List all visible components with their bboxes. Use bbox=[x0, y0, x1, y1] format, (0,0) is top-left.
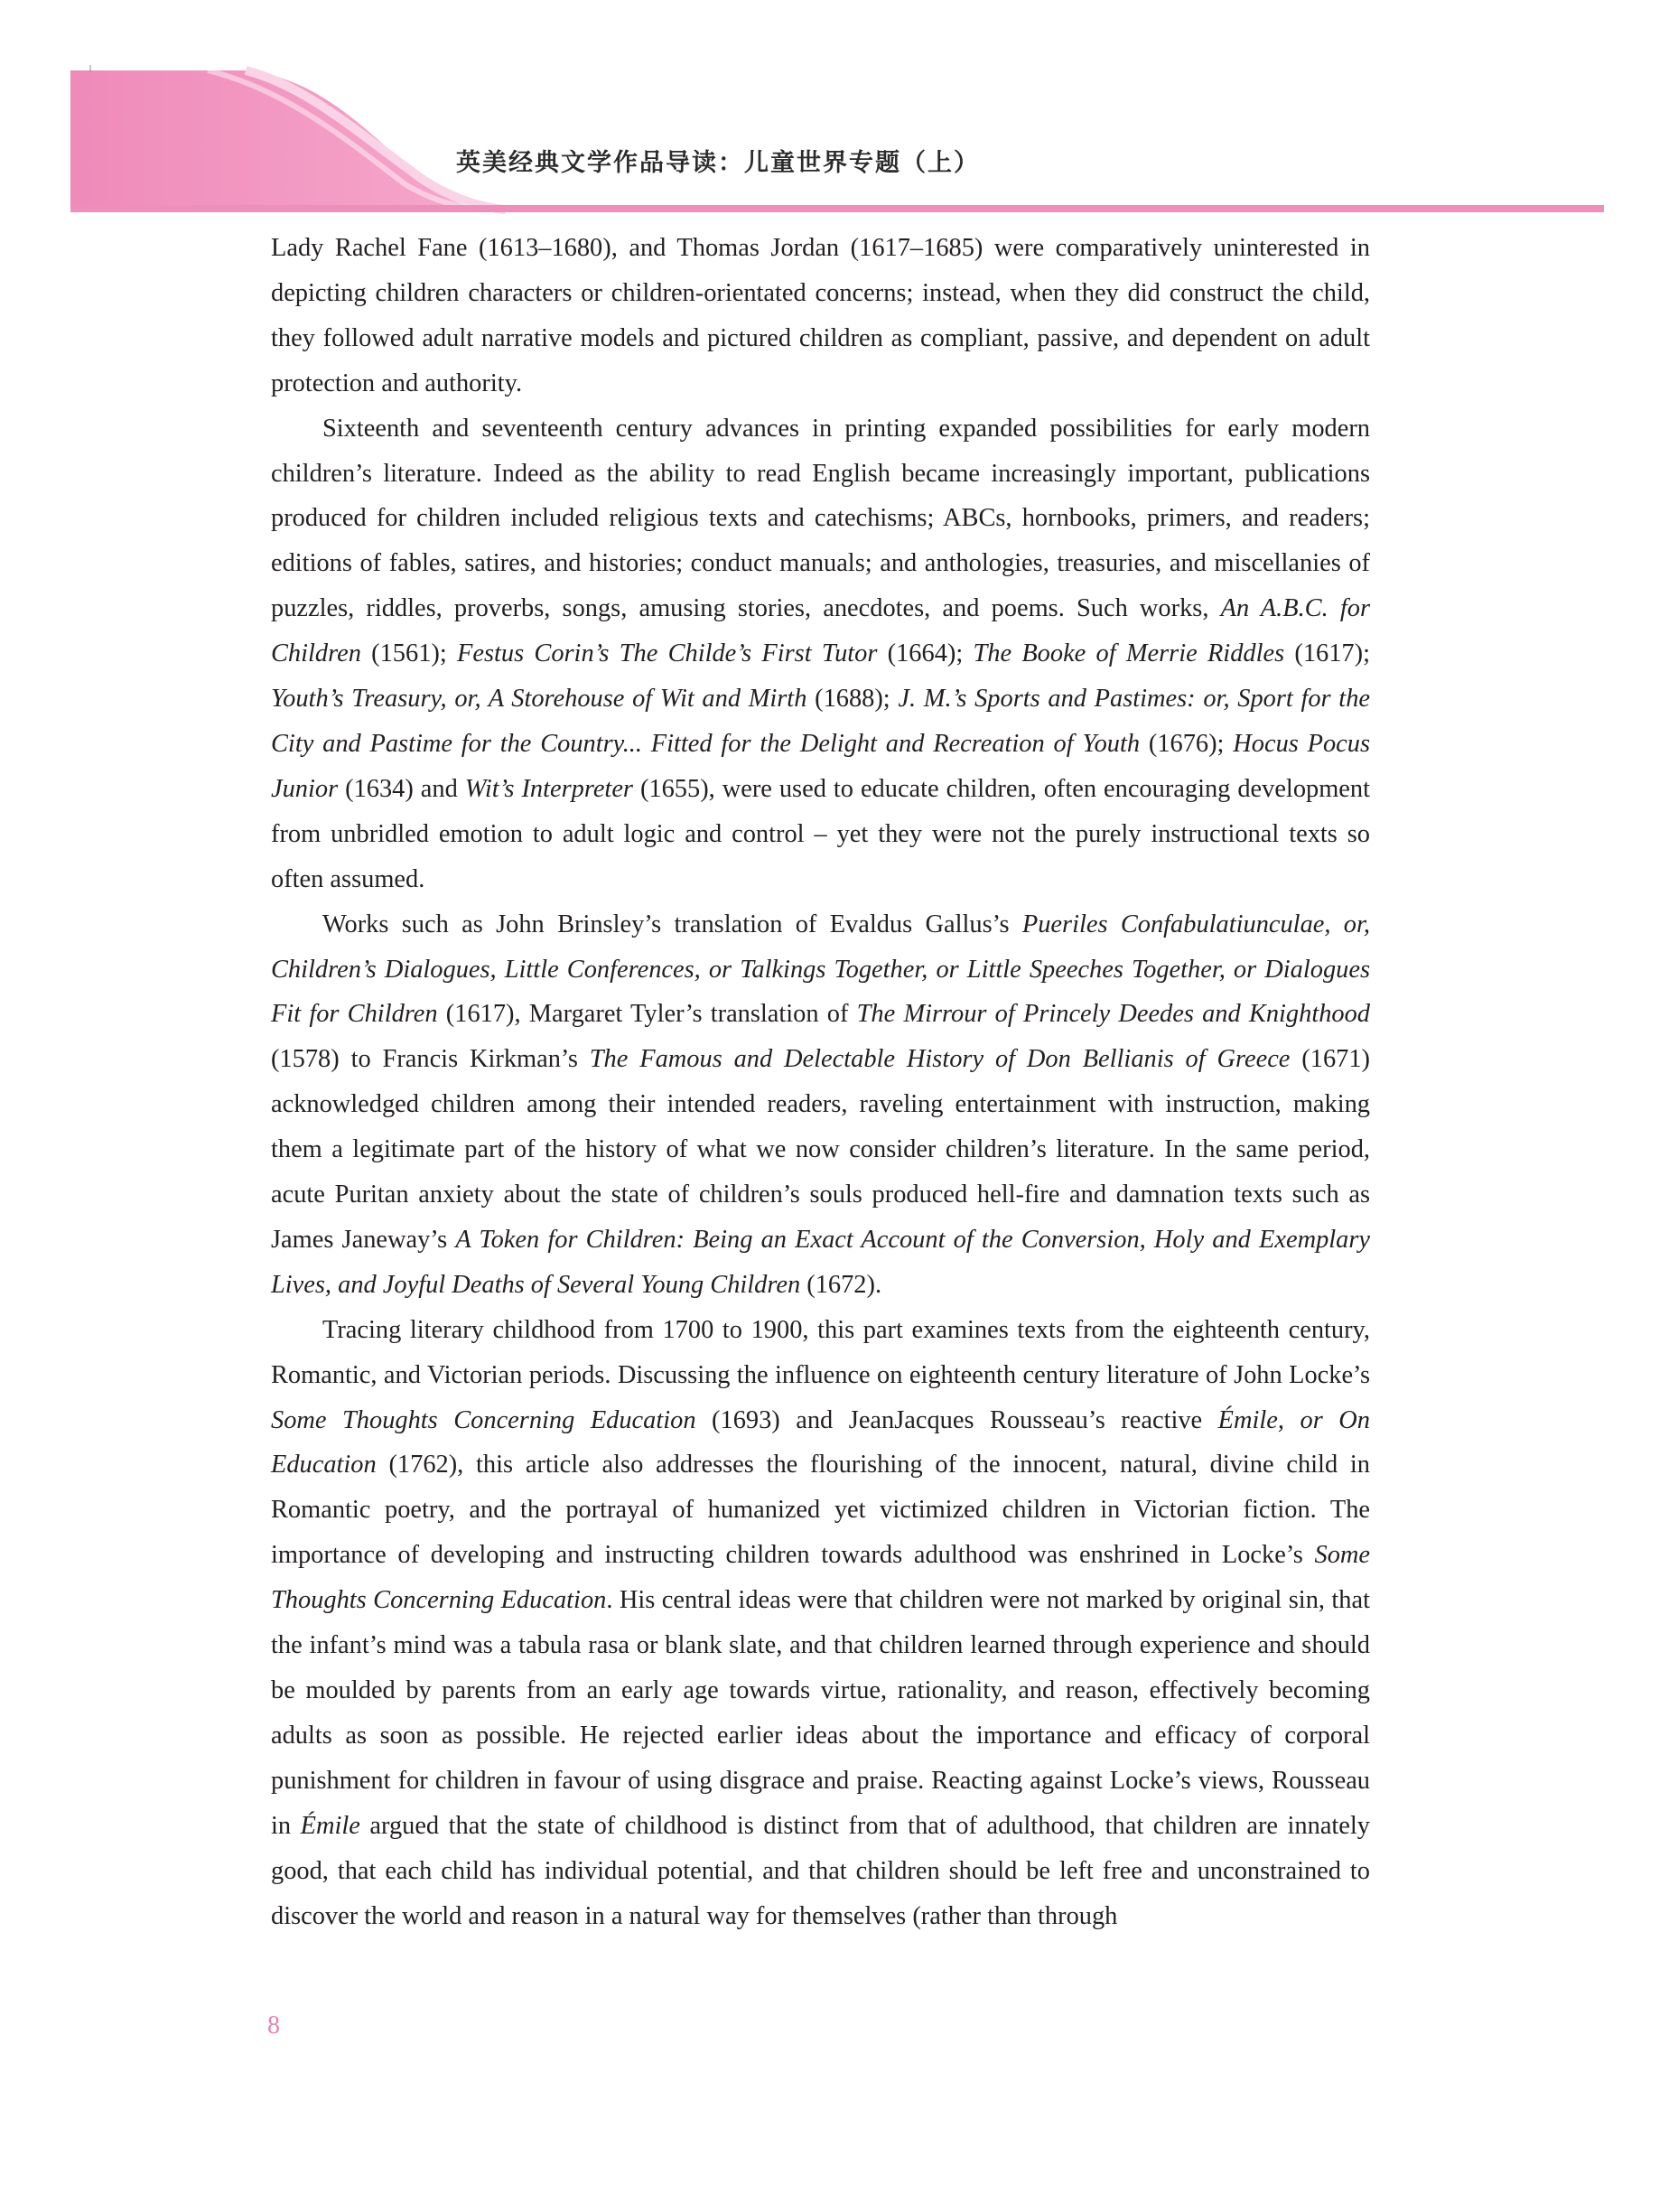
italic-title: Wit’s Interpreter bbox=[464, 774, 633, 803]
article-body bbox=[271, 226, 1370, 1938]
text-run: (1672). bbox=[800, 1270, 882, 1299]
text-run: argued that the state of childhood is distinct from that of adulthood, that children are innately good, that each child has individual potential, and that children should be left free and unconstrained to discover the world and reason in a natural way for themselves (rather than through bbox=[271, 1811, 1370, 1930]
paragraph bbox=[271, 1308, 1370, 1939]
text-run: (1578) to Francis Kirkman’s bbox=[271, 1045, 590, 1074]
text-run: Lady Rachel Fane (1613–1680), and Thomas Jordan (1617–1685) were comparatively uninterested in depicting children characters or children-orientated concerns; instead, when they did construct the child, they followed adult narrative models and pictured children as compliant, passive, and dependent on adult protection and authority. bbox=[271, 234, 1370, 397]
text-run: (1617); bbox=[1284, 639, 1370, 668]
italic-title: Festus Corin’s The Childe’s First Tutor bbox=[457, 639, 878, 668]
text-run: (1664); bbox=[877, 639, 974, 668]
italic-title: An A.B.C. for Children bbox=[271, 594, 1371, 668]
text-run: (1671) acknowledged children among their intended readers, raveling entertainment with instruction, making them a legitimate part of the history of what we now consider children’s literature. In the same period, acute Puritan anxiety about the state of children’s souls produced hell-fire and damnation texts such as James Janeway’s bbox=[271, 1045, 1370, 1254]
text-run: (1688); bbox=[806, 685, 899, 714]
text-run: (1676); bbox=[1140, 729, 1234, 758]
paragraph bbox=[271, 902, 1370, 1308]
text-run: (1762), this article also addresses the flourishing of the innocent, natural, divine child in Romantic poetry, and the portrayal of humanized yet victimized children in Victorian fiction. The importance of developing and instructing children towards adulthood was enshrined in Locke’s bbox=[271, 1451, 1370, 1570]
italic-title: The Booke of Merrie Riddles bbox=[973, 639, 1285, 668]
text-run: (1634) and bbox=[338, 774, 465, 803]
text-run: (1693) and JeanJacques Rousseau’s reactive bbox=[695, 1405, 1218, 1434]
italic-title: Émile, or On Education bbox=[271, 1405, 1370, 1479]
italic-title: The Mirrour of Princely Deedes and Knighthood bbox=[856, 1000, 1370, 1029]
text-run: Works such as John Brinsley’s translation of Evaldus Gallus’s bbox=[322, 910, 1022, 938]
page-number: 8 bbox=[267, 2011, 280, 2039]
italic-title: Émile bbox=[300, 1811, 360, 1840]
text-run: (1655), were used to educate children, often encouraging development from unbridled emotion to adult logic and control – yet they were not the purely instructional texts so often assumed. bbox=[271, 774, 1370, 893]
italic-title: Youth’s Treasury, or, A Storehouse of Wit and Mirth bbox=[271, 685, 807, 714]
header-rule bbox=[70, 205, 1604, 212]
italic-title: Pueriles Confabulatiunculae, or, Children’s Dialogues, Little Conferences, or Talkings Together, or Little Speeches Together, or Dialogues Fit for Children bbox=[271, 910, 1370, 1029]
text-run: (1561); bbox=[360, 639, 457, 668]
italic-title: Some Thoughts Concerning Education bbox=[271, 1405, 696, 1434]
header-decoration bbox=[0, 0, 1678, 226]
italic-title: J. M.’s Sports and Pastimes: or, Sport for the City and Pastime for the Country... Fitted for the Delight and Recreation of Youth bbox=[271, 685, 1370, 758]
paragraph bbox=[271, 226, 1370, 406]
italic-title: Some Thoughts Concerning Education bbox=[271, 1541, 1370, 1615]
italic-title: Hocus Pocus Junior bbox=[271, 729, 1370, 803]
text-run: . His central ideas were that children were not marked by original sin, that the infant’s mind was a tabula rasa or blank slate, and that children learned through experience and should be moulded by parents from an early age towards virtue, rationality, and reason, effectively becoming adults as soon as possible. He rejected earlier ideas about the importance and efficacy of corporal punishment for children in favour of using disgrace and praise. Reacting against Locke’s views, Rousseau in bbox=[271, 1586, 1370, 1840]
italic-title: The Famous and Delectable History of Don Bellianis of Greece bbox=[589, 1045, 1291, 1074]
running-header-title: 英美经典文学作品导读：儿童世界专题（上） bbox=[456, 149, 980, 177]
text-run: Sixteenth and seventeenth century advances in printing expanded possibilities for early modern children’s literature. Indeed as the ability to read English became increasingly important, publications produced for children included religious texts and catechisms; ABCs, hornbooks, primers, and readers; editions of fables, satires, and histories; conduct manuals; and anthologies, treasuries, and miscellanies of puzzles, riddles, proverbs, songs, amusing stories, anecdotes, and poems. Such works, bbox=[271, 414, 1370, 623]
text-run: Tracing literary childhood from 1700 to 1900, this part examines texts from the eighteenth century, Romantic, and Victorian periods. Discussing the influence on eighteenth century literature of John Locke’s bbox=[271, 1315, 1370, 1389]
text-run: (1617), Margaret Tyler’s translation of bbox=[437, 1000, 857, 1029]
italic-title: A Token for Children: Being an Exact Account of the Conversion, Holy and Exemplary Lives, and Joyful Deaths of Several Young Children bbox=[271, 1225, 1370, 1299]
paragraph bbox=[271, 406, 1370, 902]
page-header bbox=[0, 0, 1678, 226]
